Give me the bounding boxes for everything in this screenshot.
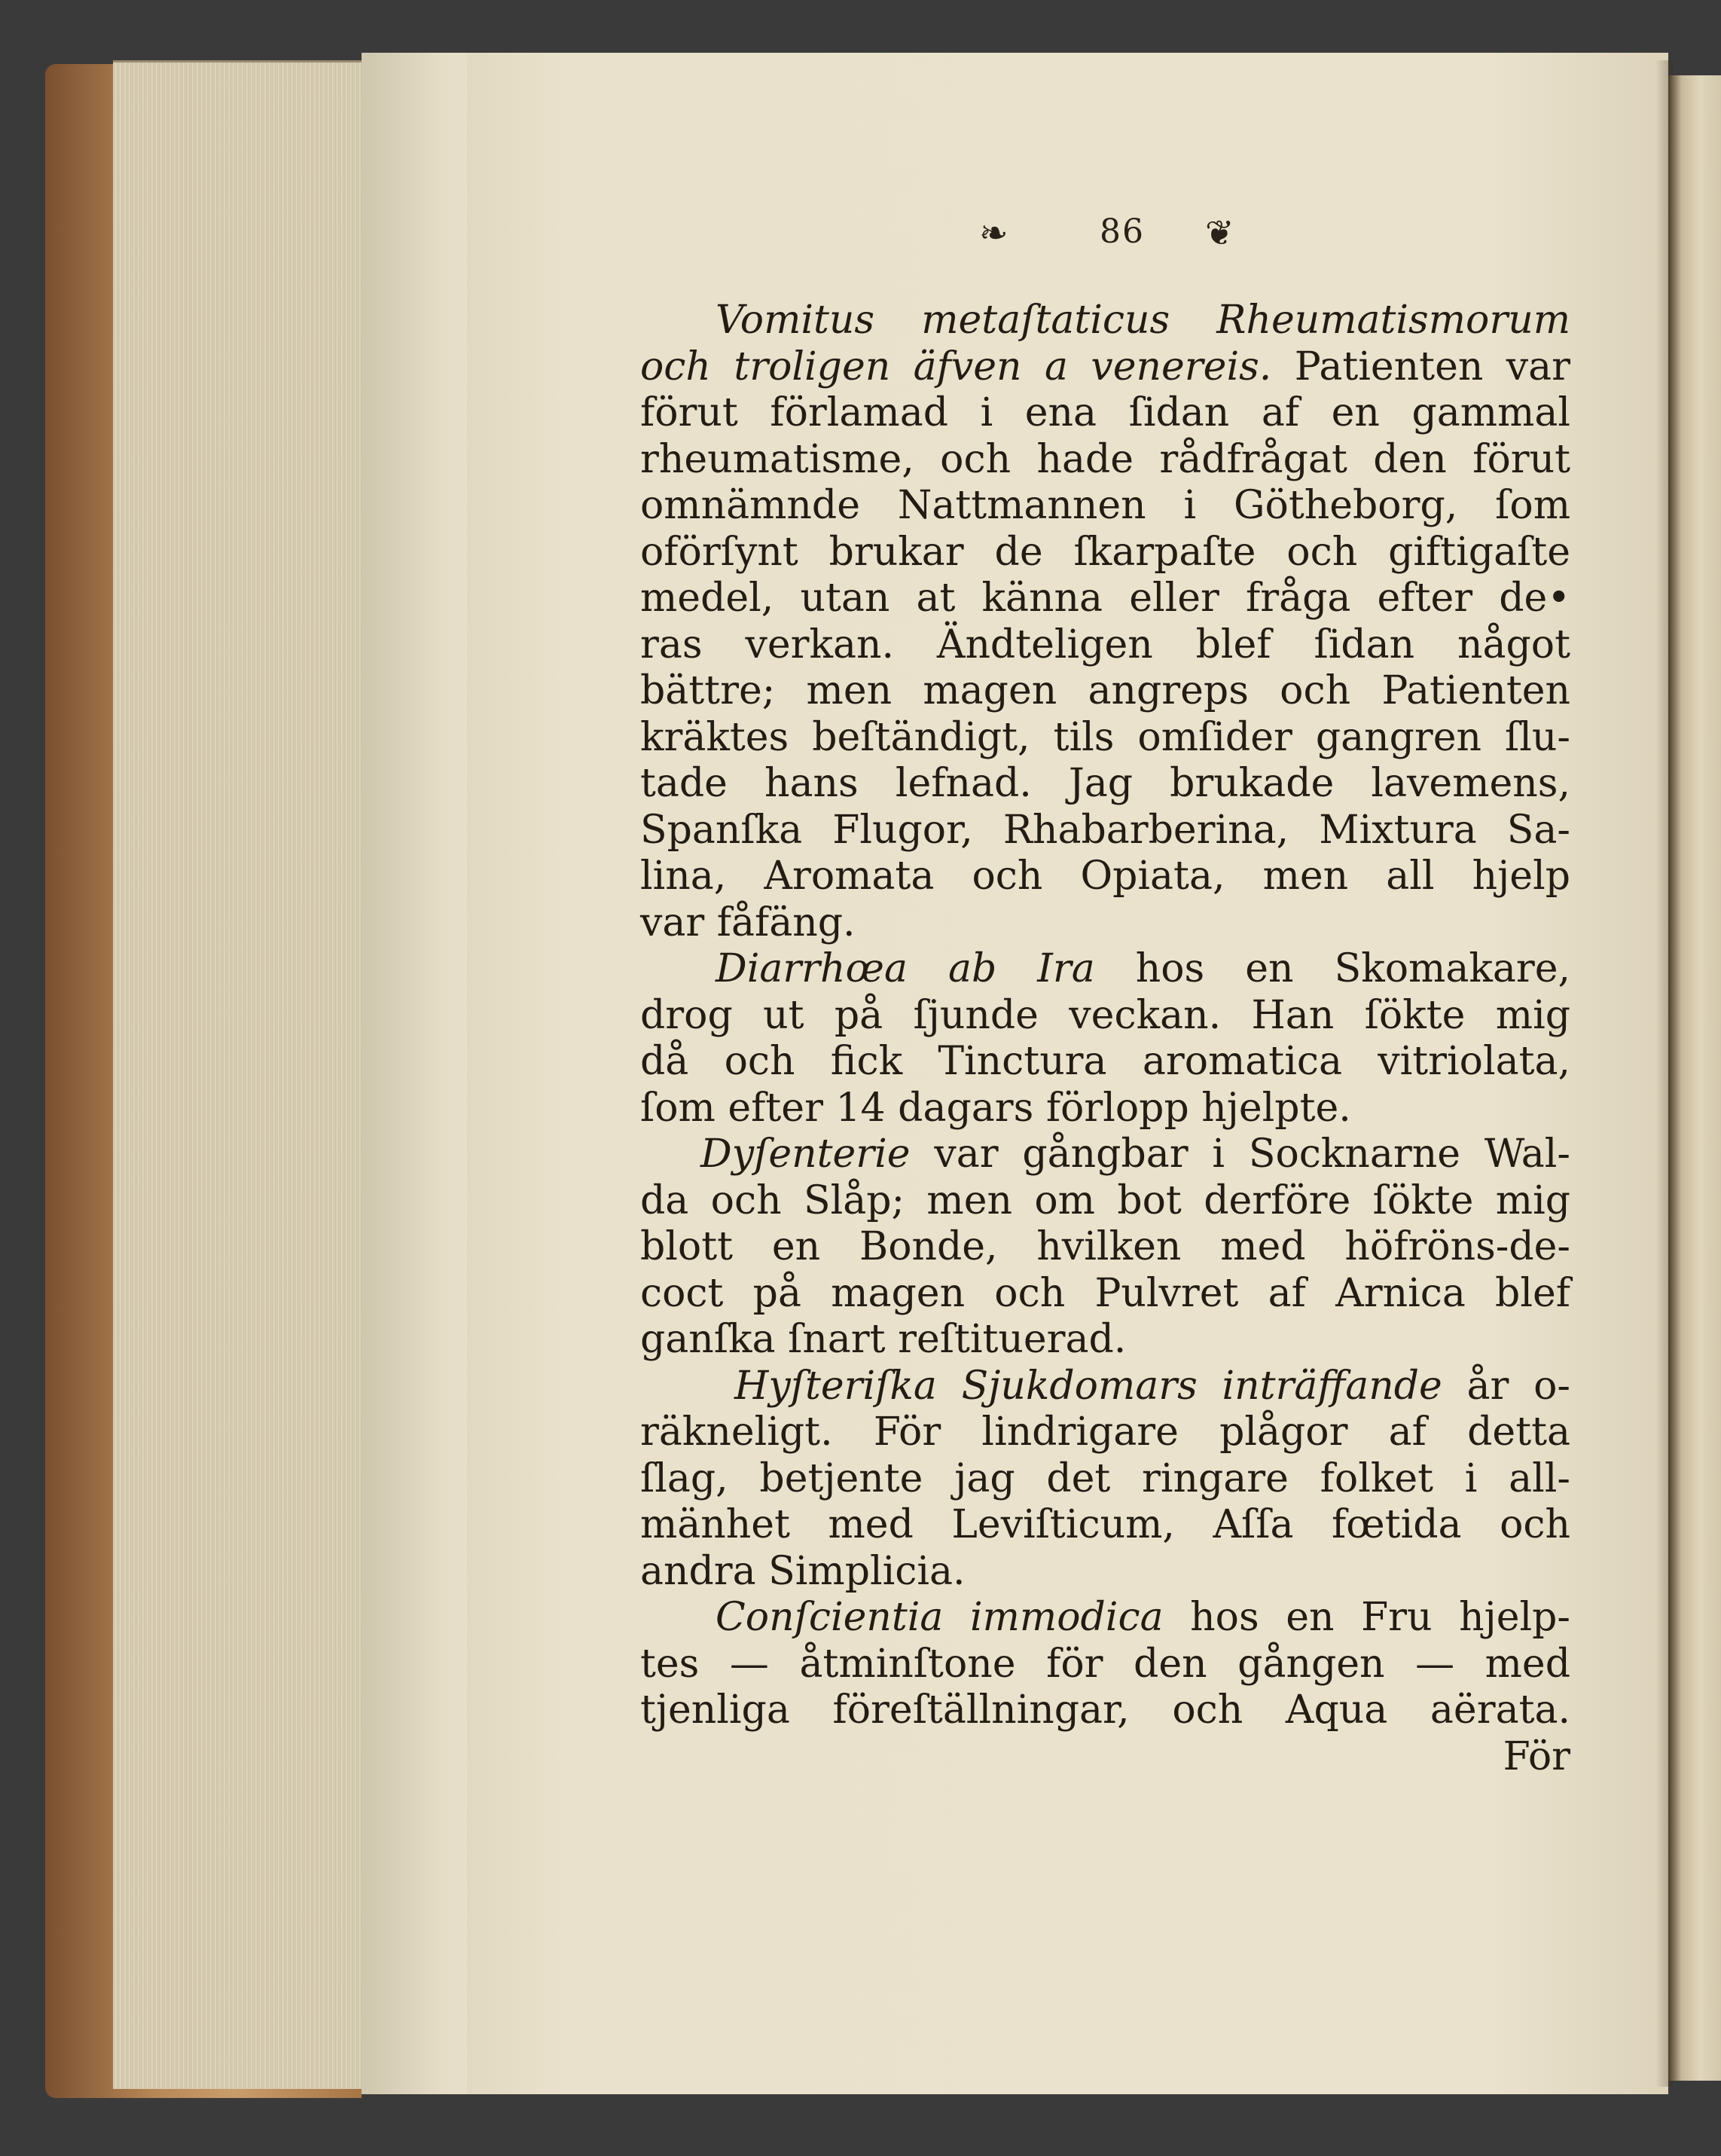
- text-line: da och Slåp; men om bot derföre ſökte mig: [640, 1177, 1570, 1223]
- text-line: omnämnde Nattmannen i Götheborg, ſom: [640, 483, 1570, 528]
- facing-page-edge: [1668, 75, 1721, 2081]
- page-header: [979, 209, 1280, 262]
- text-line: ſom efter 14 dagars förlopp hjelpte.: [640, 1085, 1351, 1131]
- text-line: lina, Aromata och Opiata, men all hjelp: [640, 854, 1570, 899]
- catchword: För: [1503, 1733, 1570, 1779]
- text-line: ras verkan. Ändteligen blef ſidan något: [640, 621, 1570, 667]
- text-line: och troligen äfven a venereis. Patienten var: [640, 344, 1570, 389]
- text-line: ſlag, betjente jag det ringare folket i all-: [640, 1455, 1570, 1501]
- text-line: tjenliga föreſtällningar, och Aqua aërata.: [640, 1687, 1570, 1733]
- text-line: rheumatisme, och hade rådfrågat den förut: [640, 436, 1570, 482]
- text-line: tes — åtminſtone för den gången — med: [640, 1641, 1570, 1687]
- page-number: 86: [1100, 212, 1145, 251]
- text-line: Vomitus metaſtaticus Rheumatismorum: [716, 298, 1570, 343]
- text-line: blott en Bonde, hvilken med höfröns-de-: [640, 1224, 1570, 1269]
- text-line: medel, utan at känna eller fråga efter de•: [640, 576, 1570, 621]
- text-line: förut förlamad i ena ſidan af en gammal: [640, 390, 1570, 435]
- text-line: Dyſenterie var gångbar i Socknarne Wal-: [700, 1131, 1570, 1177]
- text-line: bättre; men magen angreps och Patienten: [640, 668, 1570, 713]
- text-line: Spanſka Flugor, Rhabarberina, Mixtura Sa-: [640, 807, 1570, 853]
- text-line: då och fick Tinctura aromatica vitriolata,: [640, 1039, 1570, 1084]
- text-line: coct på magen och Pulvret af Arnica blef: [640, 1270, 1570, 1316]
- ornament-left-icon: ❧: [979, 212, 1008, 253]
- page-body-text: [640, 298, 1570, 1780]
- text-line: kräktes beſtändigt, tils omſider gangren ſlu-: [640, 714, 1570, 760]
- text-line: var fåfäng.: [640, 899, 856, 945]
- text-line: Hyſteriſka Sjukdomars inträffande år o-: [734, 1363, 1570, 1409]
- text-line: Diarrhœa ab Ira hos en Skomakare,: [716, 946, 1570, 991]
- text-line: andra Simplicia.: [640, 1548, 966, 1594]
- text-line: ganſka ſnart reſtituerad.: [640, 1317, 1127, 1362]
- text-line: räkneligt. För lindrigare plågor af detta: [640, 1409, 1570, 1455]
- text-line: tade hans lefnad. Jag brukade lavemens,: [640, 761, 1570, 806]
- text-line: oförſynt brukar de ſkarpaſte och giftigaſte: [640, 529, 1570, 575]
- text-line: Conſcientia immodica hos en Fru hjelp-: [716, 1595, 1570, 1640]
- ornament-right-icon: ❦: [1205, 212, 1234, 253]
- text-line: mänhet med Leviſticum, Aſſa fœtida och: [640, 1502, 1570, 1547]
- text-line: drog ut på ſjunde veckan. Han ſökte mig: [640, 992, 1570, 1038]
- page-edges: [113, 60, 369, 2089]
